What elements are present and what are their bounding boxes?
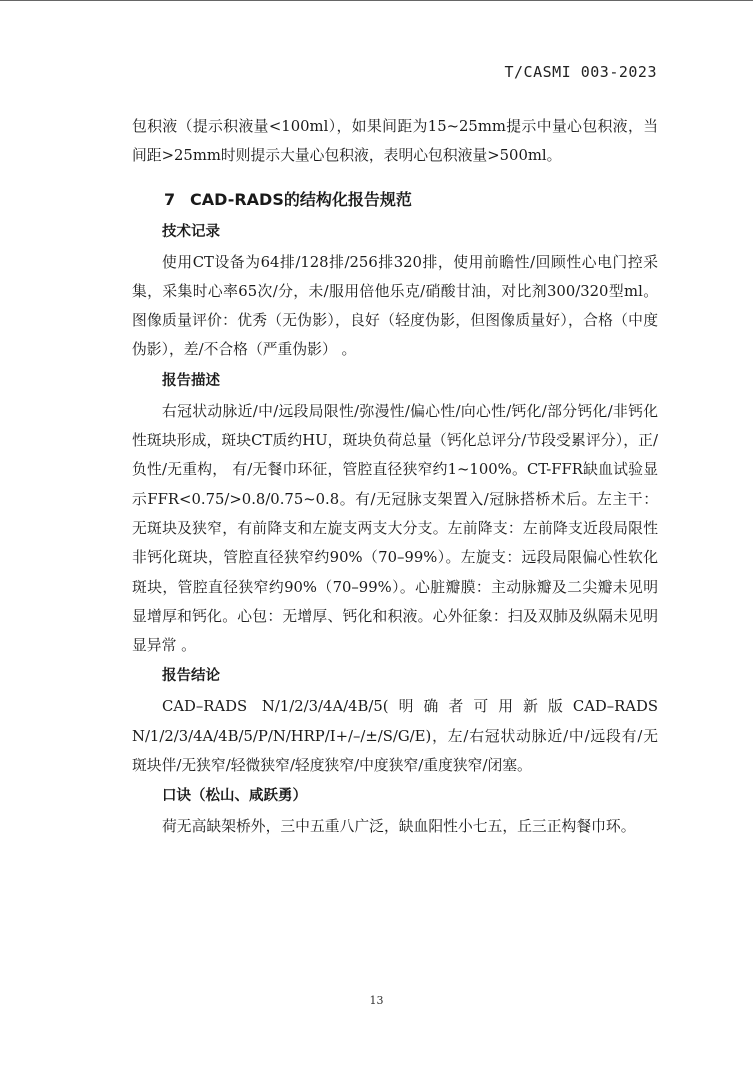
top-border-line bbox=[0, 0, 753, 1]
document-body bbox=[132, 112, 658, 842]
section-number: 7 bbox=[164, 189, 176, 209]
subheading-report-description: 报告描述 bbox=[162, 372, 220, 389]
section-title: CAD-RADS的结构化报告规范 bbox=[190, 189, 412, 209]
subheading-report-conclusion: 报告结论 bbox=[162, 668, 220, 685]
subheading-mnemonic: 口诀（松山、咸跃勇） bbox=[162, 788, 307, 805]
standard-code: T/CASMI 003-2023 bbox=[504, 63, 657, 81]
mnemonic-paragraph: 荷无高缺架桥外，三中五重八广泛，缺血阳性小七五，丘三正构餐巾环。 bbox=[162, 818, 636, 836]
technical-record-paragraph: 使用CT设备为64排/128排/256排320排，使用前瞻性/回顾性心电门控采集，采集时心率65次/分，未/服用倍他乐克/硝酸甘油，对比剂300/320型ml。图像质量评价：优秀（无伪影），良好（轻度伪影，但图像质量好），合格（中度伪影），差/不合格（严重伪影） 。 bbox=[132, 253, 658, 359]
section-heading bbox=[132, 187, 658, 213]
subheading-technical-record: 技术记录 bbox=[162, 223, 220, 240]
report-conclusion-paragraph: CAD–RADS N/1/2/3/4A/4B/5(明确者可用新版CAD–RADS N/1/2/3/4A/4B/5/P/N/HRP/I+/–/±/S/G/E)，左/右冠状动脉近/中/远段有/无斑块伴/无狭窄/轻微狭窄/轻度狭窄/中度狭窄/重度狭窄/闭塞。 bbox=[132, 698, 658, 775]
page-number: 13 bbox=[369, 994, 384, 1007]
report-description-paragraph: 右冠状动脉近/中/远段局限性/弥漫性/偏心性/向心性/钙化/部分钙化/非钙化性斑块形成，斑块CT质约HU，斑块负荷总量（钙化总评分/节段受累评分），正/负性/无重构， 有/无餐巾环征，管腔直径狭窄约1~100%。CT-FFR缺血试验显示FFR<0.75/>0.8/0.75~0.8。有/无冠脉支架置入/冠脉搭桥术后。左主干：无斑块及狭窄，有前降支和左旋支两支大分支。左前降支：左前降支近段局限性非钙化斑块，管腔直径狭窄约90%（70–99%）。左旋支：远段局限偏心性软化斑块，管腔直径狭窄约90%（70–99%）。心脏瓣膜：主动脉瓣及二尖瓣未见明显增厚和钙化。心包：无增厚、钙化和积液。心外征象：扫及双肺及纵隔未见明显异常 。 bbox=[132, 402, 658, 655]
continuation-paragraph: 包积液（提示积液量<100ml），如果间距为15~25mm提示中量心包积液，当间距>25mm时则提示大量心包积液，表明心包积液量>500ml。 bbox=[132, 118, 658, 165]
